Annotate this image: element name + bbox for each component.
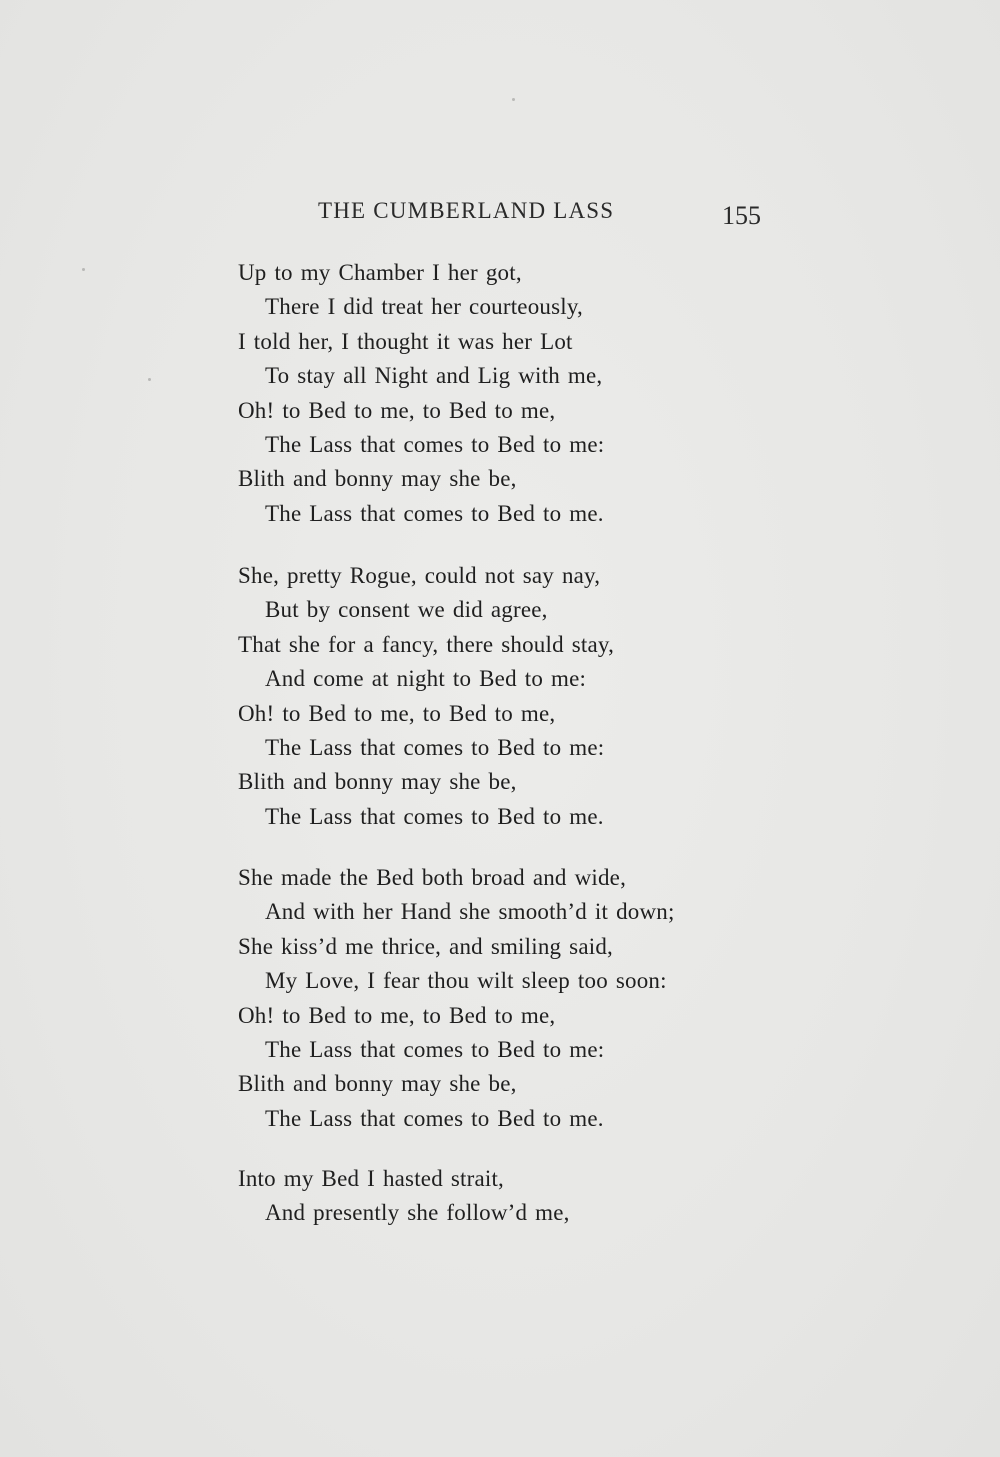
verse-line: Up to my Chamber I her got, bbox=[238, 260, 522, 285]
verse-line: She made the Bed both broad and wide, bbox=[238, 865, 627, 890]
verse-line: She, pretty Rogue, could not say nay, bbox=[238, 563, 601, 588]
verse-line: That she for a fancy, there should stay, bbox=[238, 631, 615, 657]
stanza bbox=[238, 1162, 798, 1231]
verse-line: My Love, I fear thou wilt sleep too soon: bbox=[265, 968, 667, 994]
verse-line: And with her Hand she smooth’d it down; bbox=[265, 899, 675, 925]
paper-speck bbox=[148, 378, 151, 381]
verse-line: Blith and bonny may she be, bbox=[238, 466, 517, 492]
verse-line: Into my Bed I hasted strait, bbox=[238, 1166, 504, 1191]
verse-line: But by consent we did agree, bbox=[265, 597, 548, 623]
verse-line: Blith and bonny may she be, bbox=[238, 1071, 517, 1097]
running-head: THE CUMBERLAND LASS bbox=[318, 198, 615, 223]
verse-line: The Lass that comes to Bed to me. bbox=[265, 500, 604, 526]
verse-line: And come at night to Bed to me: bbox=[265, 666, 587, 692]
verse-line: There I did treat her courteously, bbox=[265, 294, 584, 320]
verse-line: She kiss’d me thrice, and smiling said, bbox=[238, 933, 613, 959]
verse-line: To stay all Night and Lig with me, bbox=[265, 363, 603, 389]
paper-speck bbox=[82, 268, 85, 271]
verse-line: And presently she follow’d me, bbox=[265, 1200, 570, 1226]
page-number: 155 bbox=[722, 201, 761, 230]
verse-line: The Lass that comes to Bed to me. bbox=[265, 803, 604, 829]
verse-line: Oh! to Bed to me, to Bed to me, bbox=[238, 397, 556, 423]
verse-line: The Lass that comes to Bed to me: bbox=[265, 431, 605, 457]
stanza bbox=[238, 256, 798, 531]
stanza bbox=[238, 861, 798, 1136]
verse-line: Oh! to Bed to me, to Bed to me, bbox=[238, 1002, 556, 1028]
verse-line: The Lass that comes to Bed to me: bbox=[265, 734, 605, 760]
verse-line: The Lass that comes to Bed to me. bbox=[265, 1105, 604, 1131]
verse-line: The Lass that comes to Bed to me: bbox=[265, 1036, 605, 1062]
verse-line: Oh! to Bed to me, to Bed to me, bbox=[238, 700, 556, 726]
stanza bbox=[238, 559, 798, 834]
verse-line: Blith and bonny may she be, bbox=[238, 769, 517, 795]
verse-line: I told her, I thought it was her Lot bbox=[238, 328, 573, 354]
paper-speck bbox=[512, 98, 515, 101]
